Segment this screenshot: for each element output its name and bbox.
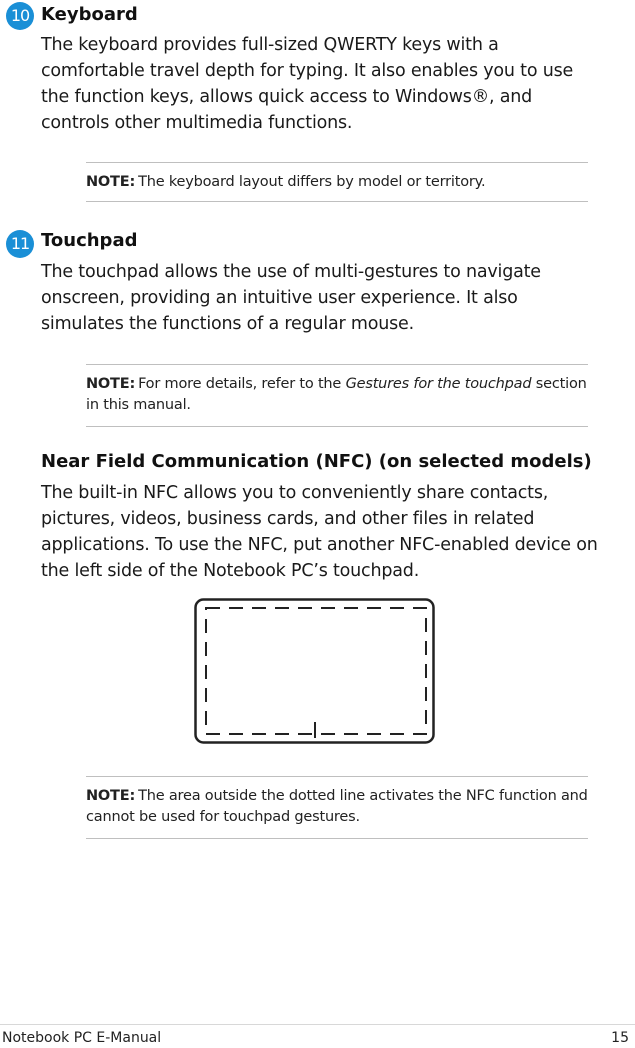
note-label: NOTE: <box>86 174 136 190</box>
note-text: The keyboard layout differs by model or territory. <box>138 174 486 190</box>
keyboard-description: The keyboard provides full-sized QWERTY keys with a comfortable travel depth for typing. It also enables you to use the function keys, allows quick access to Windows®, and controls other multimedia functions. <box>41 35 574 133</box>
note-reference: Gestures for the touchpad <box>345 376 532 392</box>
nfc-heading: Near Field Communication (NFC) (on selected models) <box>41 451 592 472</box>
touchpad-note <box>86 364 588 427</box>
section-number-badge: 11 <box>6 230 34 258</box>
note-text: section in this manual. <box>86 376 587 413</box>
touchpad-outline <box>196 600 434 743</box>
keyboard-note <box>86 162 588 202</box>
note-label: NOTE: <box>86 376 136 392</box>
note-text: For more details, refer to the <box>138 376 342 392</box>
nfc-note <box>86 776 588 839</box>
touchpad-heading: Touchpad <box>41 230 138 251</box>
nfc-description: The built-in NFC allows you to conveniently share contacts, pictures, videos, business cards, and other files in related applications. To use the NFC, put another NFC-enabled device on the left side of the Notebook PC’s touchpad. <box>41 483 598 581</box>
page-number: 15 <box>611 1030 629 1046</box>
note-text: The area outside the dotted line activates the NFC function and cannot be used for touchpad gestures. <box>86 788 588 825</box>
footer-manual-title: Notebook PC E-Manual <box>2 1030 162 1046</box>
section-number-badge: 10 <box>6 2 34 30</box>
note-label: NOTE: <box>86 788 136 804</box>
touchpad-description: The touchpad allows the use of multi-gestures to navigate onscreen, providing an intuitive user experience. It also simulates the functions of a regular mouse. <box>41 262 541 334</box>
keyboard-heading: Keyboard <box>41 4 138 25</box>
footer-divider <box>0 1024 635 1025</box>
touchpad-nfc-area-diagram <box>194 598 436 744</box>
